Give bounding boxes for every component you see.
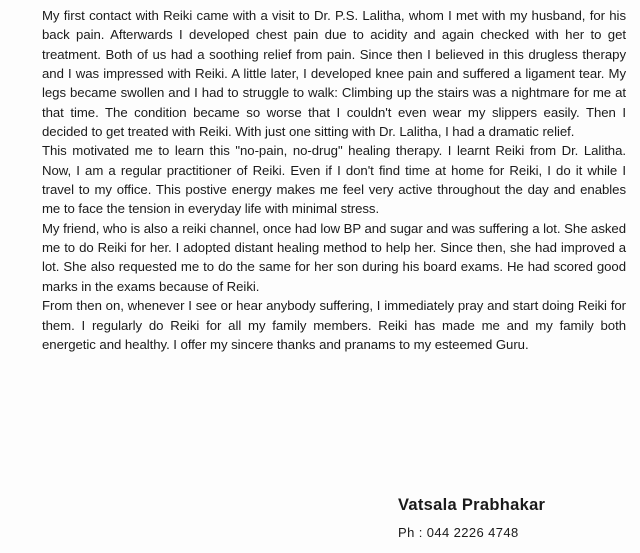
author-name: Vatsala Prabhakar — [398, 496, 546, 514]
testimonial-paragraph-4: From then on, whenever I see or hear anybody suffering, I immediately pray and start doing Reiki for them. I regularly do Reiki for all my family members. Reiki has made me and my family both energetic and healthy. I offer my sincere thanks and pranams to my esteemed Guru. — [42, 298, 626, 352]
author-phone: Ph : 044 2226 4748 — [398, 525, 519, 540]
signature-block — [398, 494, 628, 542]
testimonial-paragraph-2: This motivated me to learn this "no-pain, no-drug" healing therapy. I learnt Reiki from Dr. Lalitha. Now, I am a regular practitioner of Reiki. Even if I don't find time at home for Reiki, I do it while I travel to my office. This postive energy makes me feel very active throughout the day and enables me to face the tension in everyday life with minimal stress. — [42, 143, 626, 217]
testimonial-paragraph-1: My first contact with Reiki came with a visit to Dr. P.S. Lalitha, whom I met with my husband, for his back pain. Afterwards I developed chest pain due to acidity and again checked with her to get treatment. Both of us had a soothing relief from pain. Since then I believed in this drugless therapy and I was impressed with Reiki. A little later, I developed knee pain and suffered a ligament tear. My legs became swollen and I had to struggle to walk: Climbing up the stairs was a nightmare for me at that time. The condition became so worse that I couldn't even wear my slippers easily. Then I decided to get treated with Reiki. With just one sitting with Dr. Lalitha, I had a dramatic relief. — [42, 8, 626, 140]
testimonial-body — [42, 6, 626, 354]
testimonial-paragraph-3: My friend, who is also a reiki channel, once had low BP and sugar and was suffering a lot. She asked me to do Reiki for her. I adopted distant healing method to help her. Since then, she had improved a lot. She also requested me to do the same for her son during his board exams. He had scored good marks in the exams because of Reiki. — [42, 220, 626, 294]
